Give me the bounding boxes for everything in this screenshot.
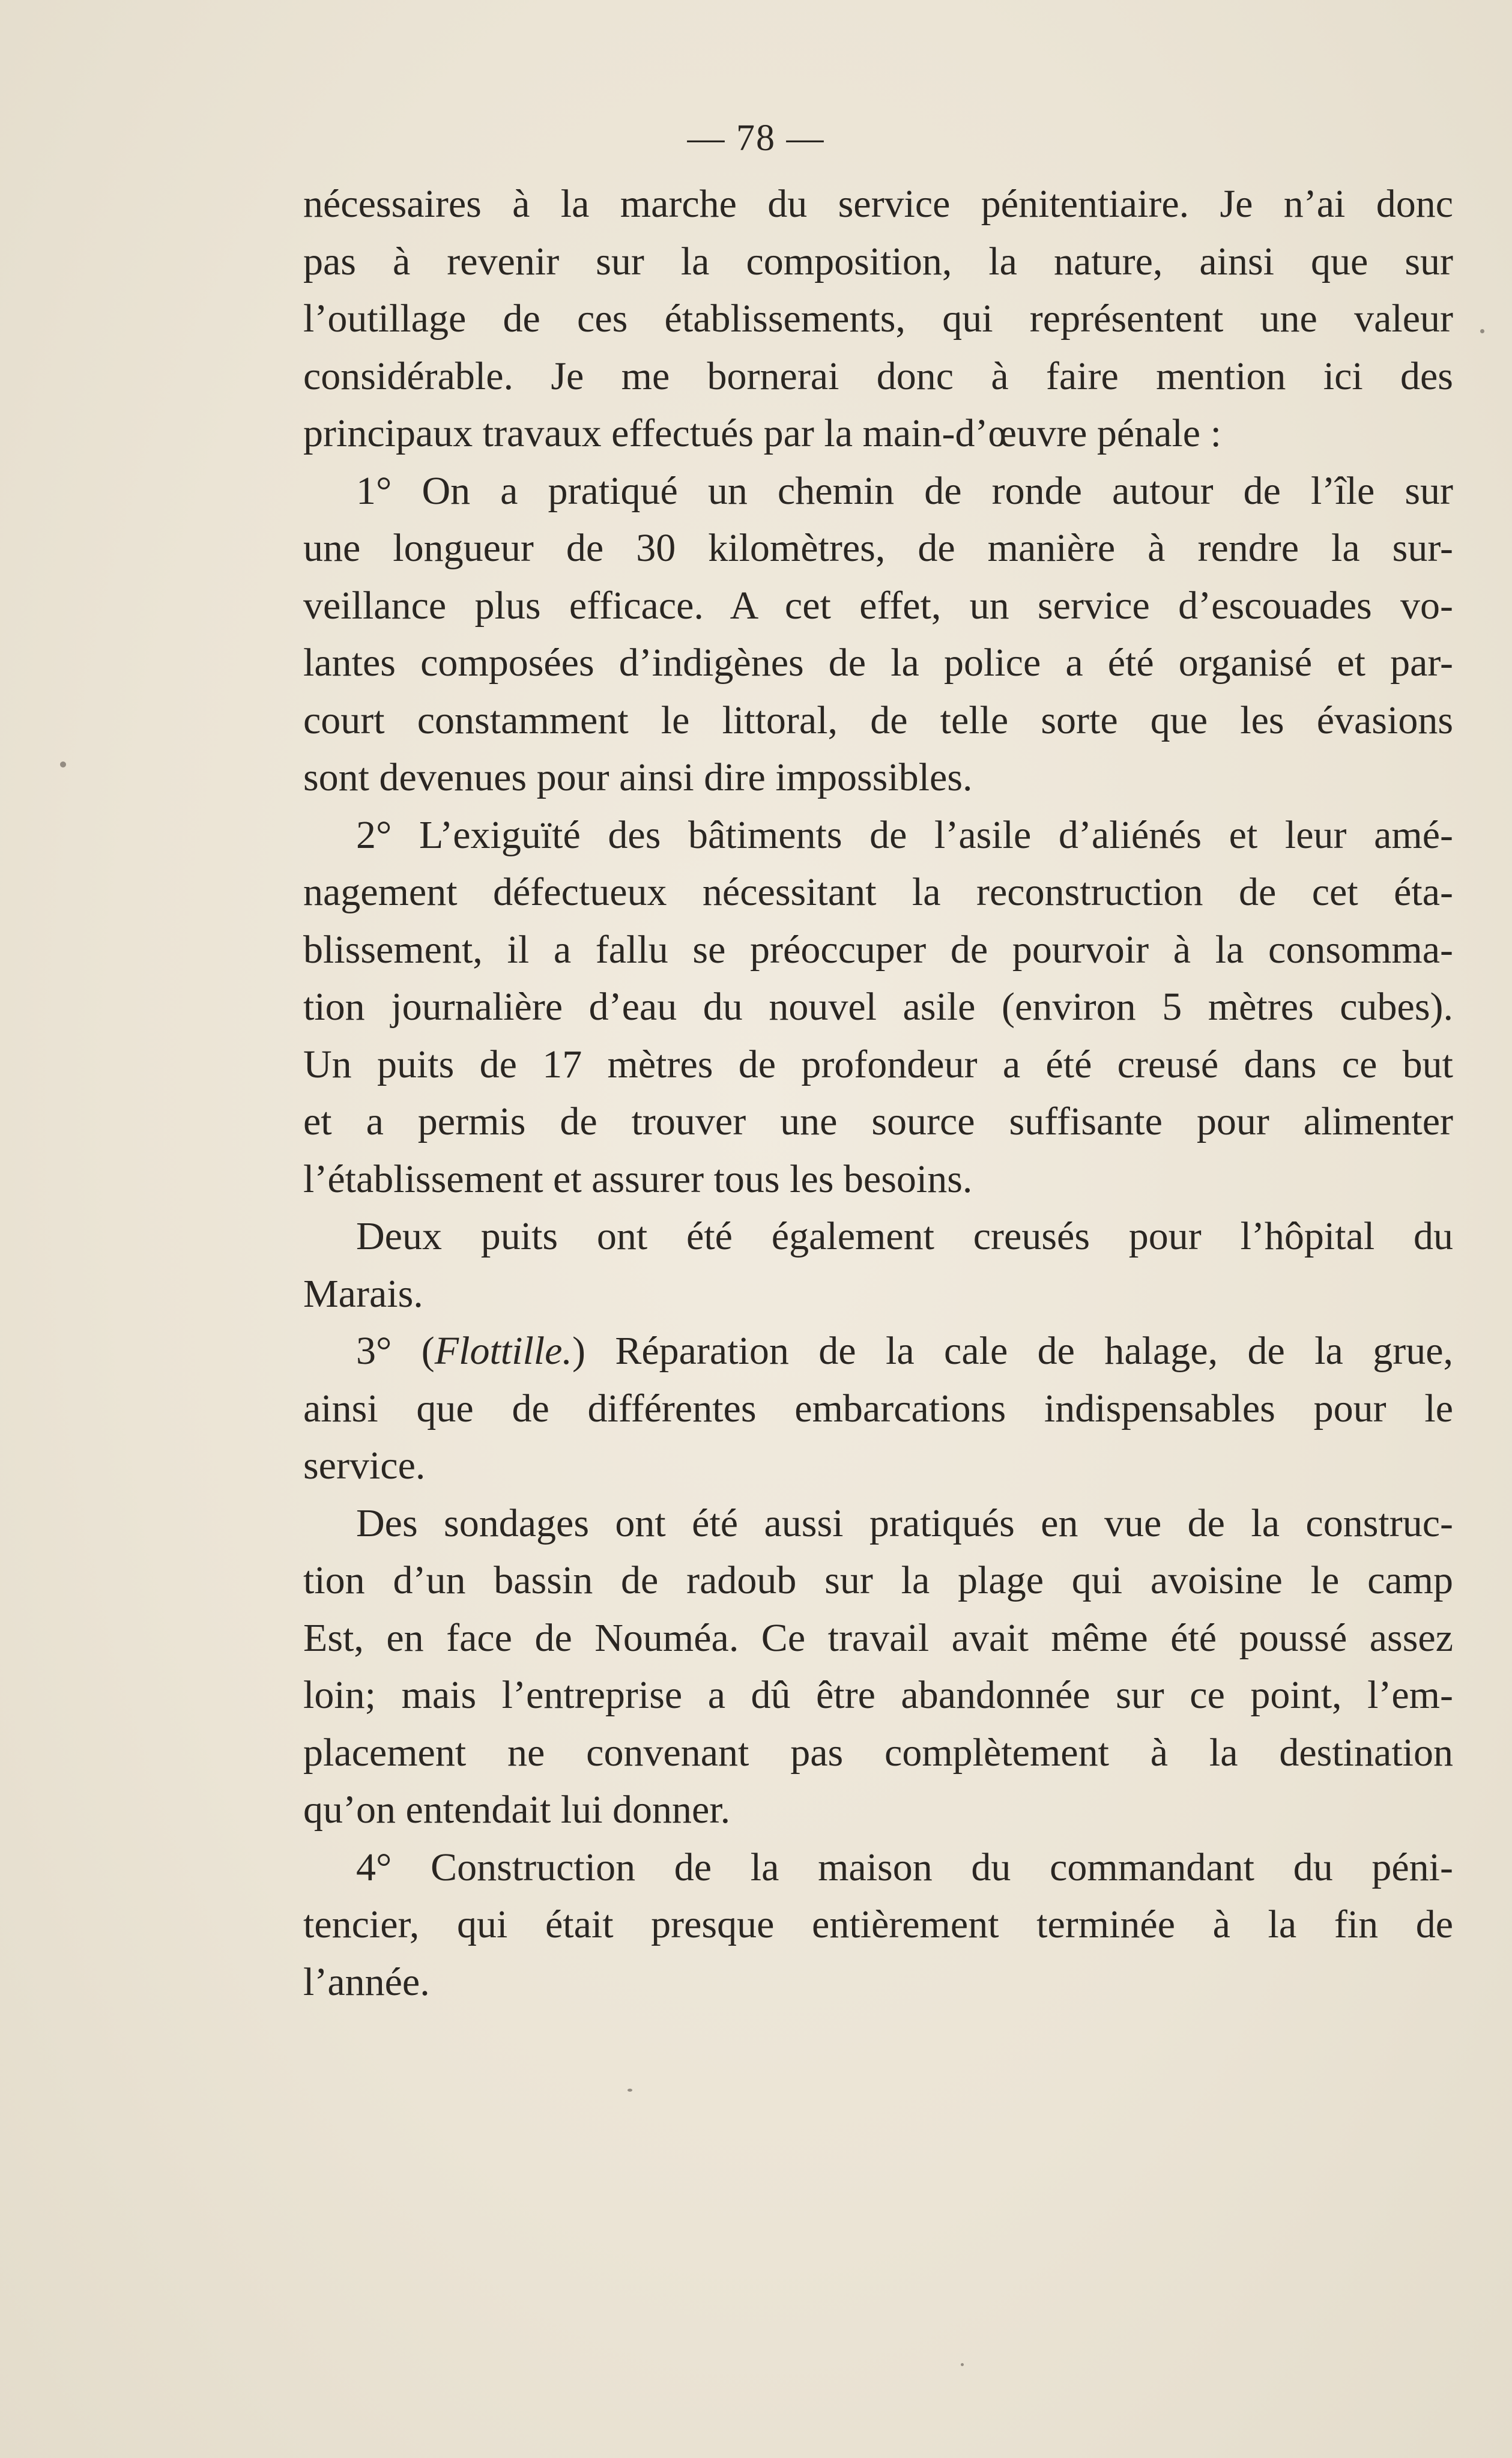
body-text xyxy=(303,175,1453,2011)
paper-speck xyxy=(1480,329,1484,333)
text-line: l’outillage de ces établissements, qui représentent une valeur xyxy=(303,297,1453,341)
text-line: Marais. xyxy=(303,1271,423,1316)
text-line: considérable. Je me bornerai donc à faire mention ici des xyxy=(303,354,1453,398)
text-line: nécessaires à la marche du service pénitentiaire. Je n’ai donc xyxy=(303,182,1453,226)
text-segment: 3° ( xyxy=(356,1329,435,1373)
text-line: sont devenues pour ainsi dire impossibles. xyxy=(303,755,973,799)
text-line: loin; mais l’entreprise a dû être abandonnée sur ce point, l’em- xyxy=(303,1673,1453,1717)
text-line: et a permis de trouver une source suffisante pour alimenter xyxy=(303,1100,1453,1143)
text-line: Un puits de 17 mètres de profondeur a été creusé dans ce but xyxy=(303,1042,1453,1086)
text-line: Deux puits ont été également creusés pour l’hôpital du xyxy=(356,1214,1453,1258)
text-line: 2° L’exiguïté des bâtiments de l’asile d’aliénés et leur amé- xyxy=(356,813,1453,857)
text-line: veillance plus efficace. A cet effet, un service d’escouades vo- xyxy=(303,583,1453,628)
page-number: — 78 — xyxy=(687,118,825,159)
text-line: blissement, il a fallu se préoccuper de pourvoir à la consomma- xyxy=(303,927,1453,972)
text-line: une longueur de 30 kilomètres, de manière à rendre la sur- xyxy=(303,526,1453,570)
paper-speck xyxy=(627,2089,632,2092)
text-line: Des sondages ont été aussi pratiqués en vue de la construc- xyxy=(356,1501,1453,1545)
text-line: l’établissement et assurer tous les besoins. xyxy=(303,1157,973,1201)
text-line: 4° Construction de la maison du commandant du péni- xyxy=(356,1845,1453,1889)
text-line xyxy=(303,1322,1453,1380)
text-line: service. xyxy=(303,1444,426,1488)
text-line: lantes composées d’indigènes de la police a été organisé et par- xyxy=(303,641,1453,685)
paper-speck xyxy=(60,761,66,767)
italic-term: Flottille. xyxy=(434,1329,572,1373)
text-line: tion d’un bassin de radoub sur la plage qui avoisine le camp xyxy=(303,1558,1453,1602)
text-line: principaux travaux effectués par la main-d’œuvre pénale : xyxy=(303,411,1221,455)
text-line: tencier, qui était presque entièrement terminée à la fin de xyxy=(303,1903,1453,1946)
text-line: Est, en face de Nouméa. Ce travail avait même été poussé assez xyxy=(303,1615,1453,1660)
text-line: pas à revenir sur la composition, la nature, ainsi que sur xyxy=(303,239,1453,283)
paper-speck xyxy=(961,2363,964,2366)
text-line: court constamment le littoral, de telle sorte que les évasions xyxy=(303,698,1453,742)
text-line: placement ne convenant pas complètement à la destination xyxy=(303,1730,1453,1775)
text-line: tion journalière d’eau du nouvel asile (environ 5 mètres cubes). xyxy=(303,985,1453,1029)
text-line: ainsi que de différentes embarcations indispensables pour le xyxy=(303,1386,1453,1430)
text-line: qu’on entendait lui donner. xyxy=(303,1788,731,1832)
text-segment: ) Réparation de la cale de halage, de la grue, xyxy=(572,1329,1453,1373)
text-line: 1° On a pratiqué un chemin de ronde autour de l’île sur xyxy=(356,468,1453,513)
text-line: l’année. xyxy=(303,1960,430,2004)
text-line: nagement défectueux nécessitant la reconstruction de cet éta- xyxy=(303,870,1453,914)
